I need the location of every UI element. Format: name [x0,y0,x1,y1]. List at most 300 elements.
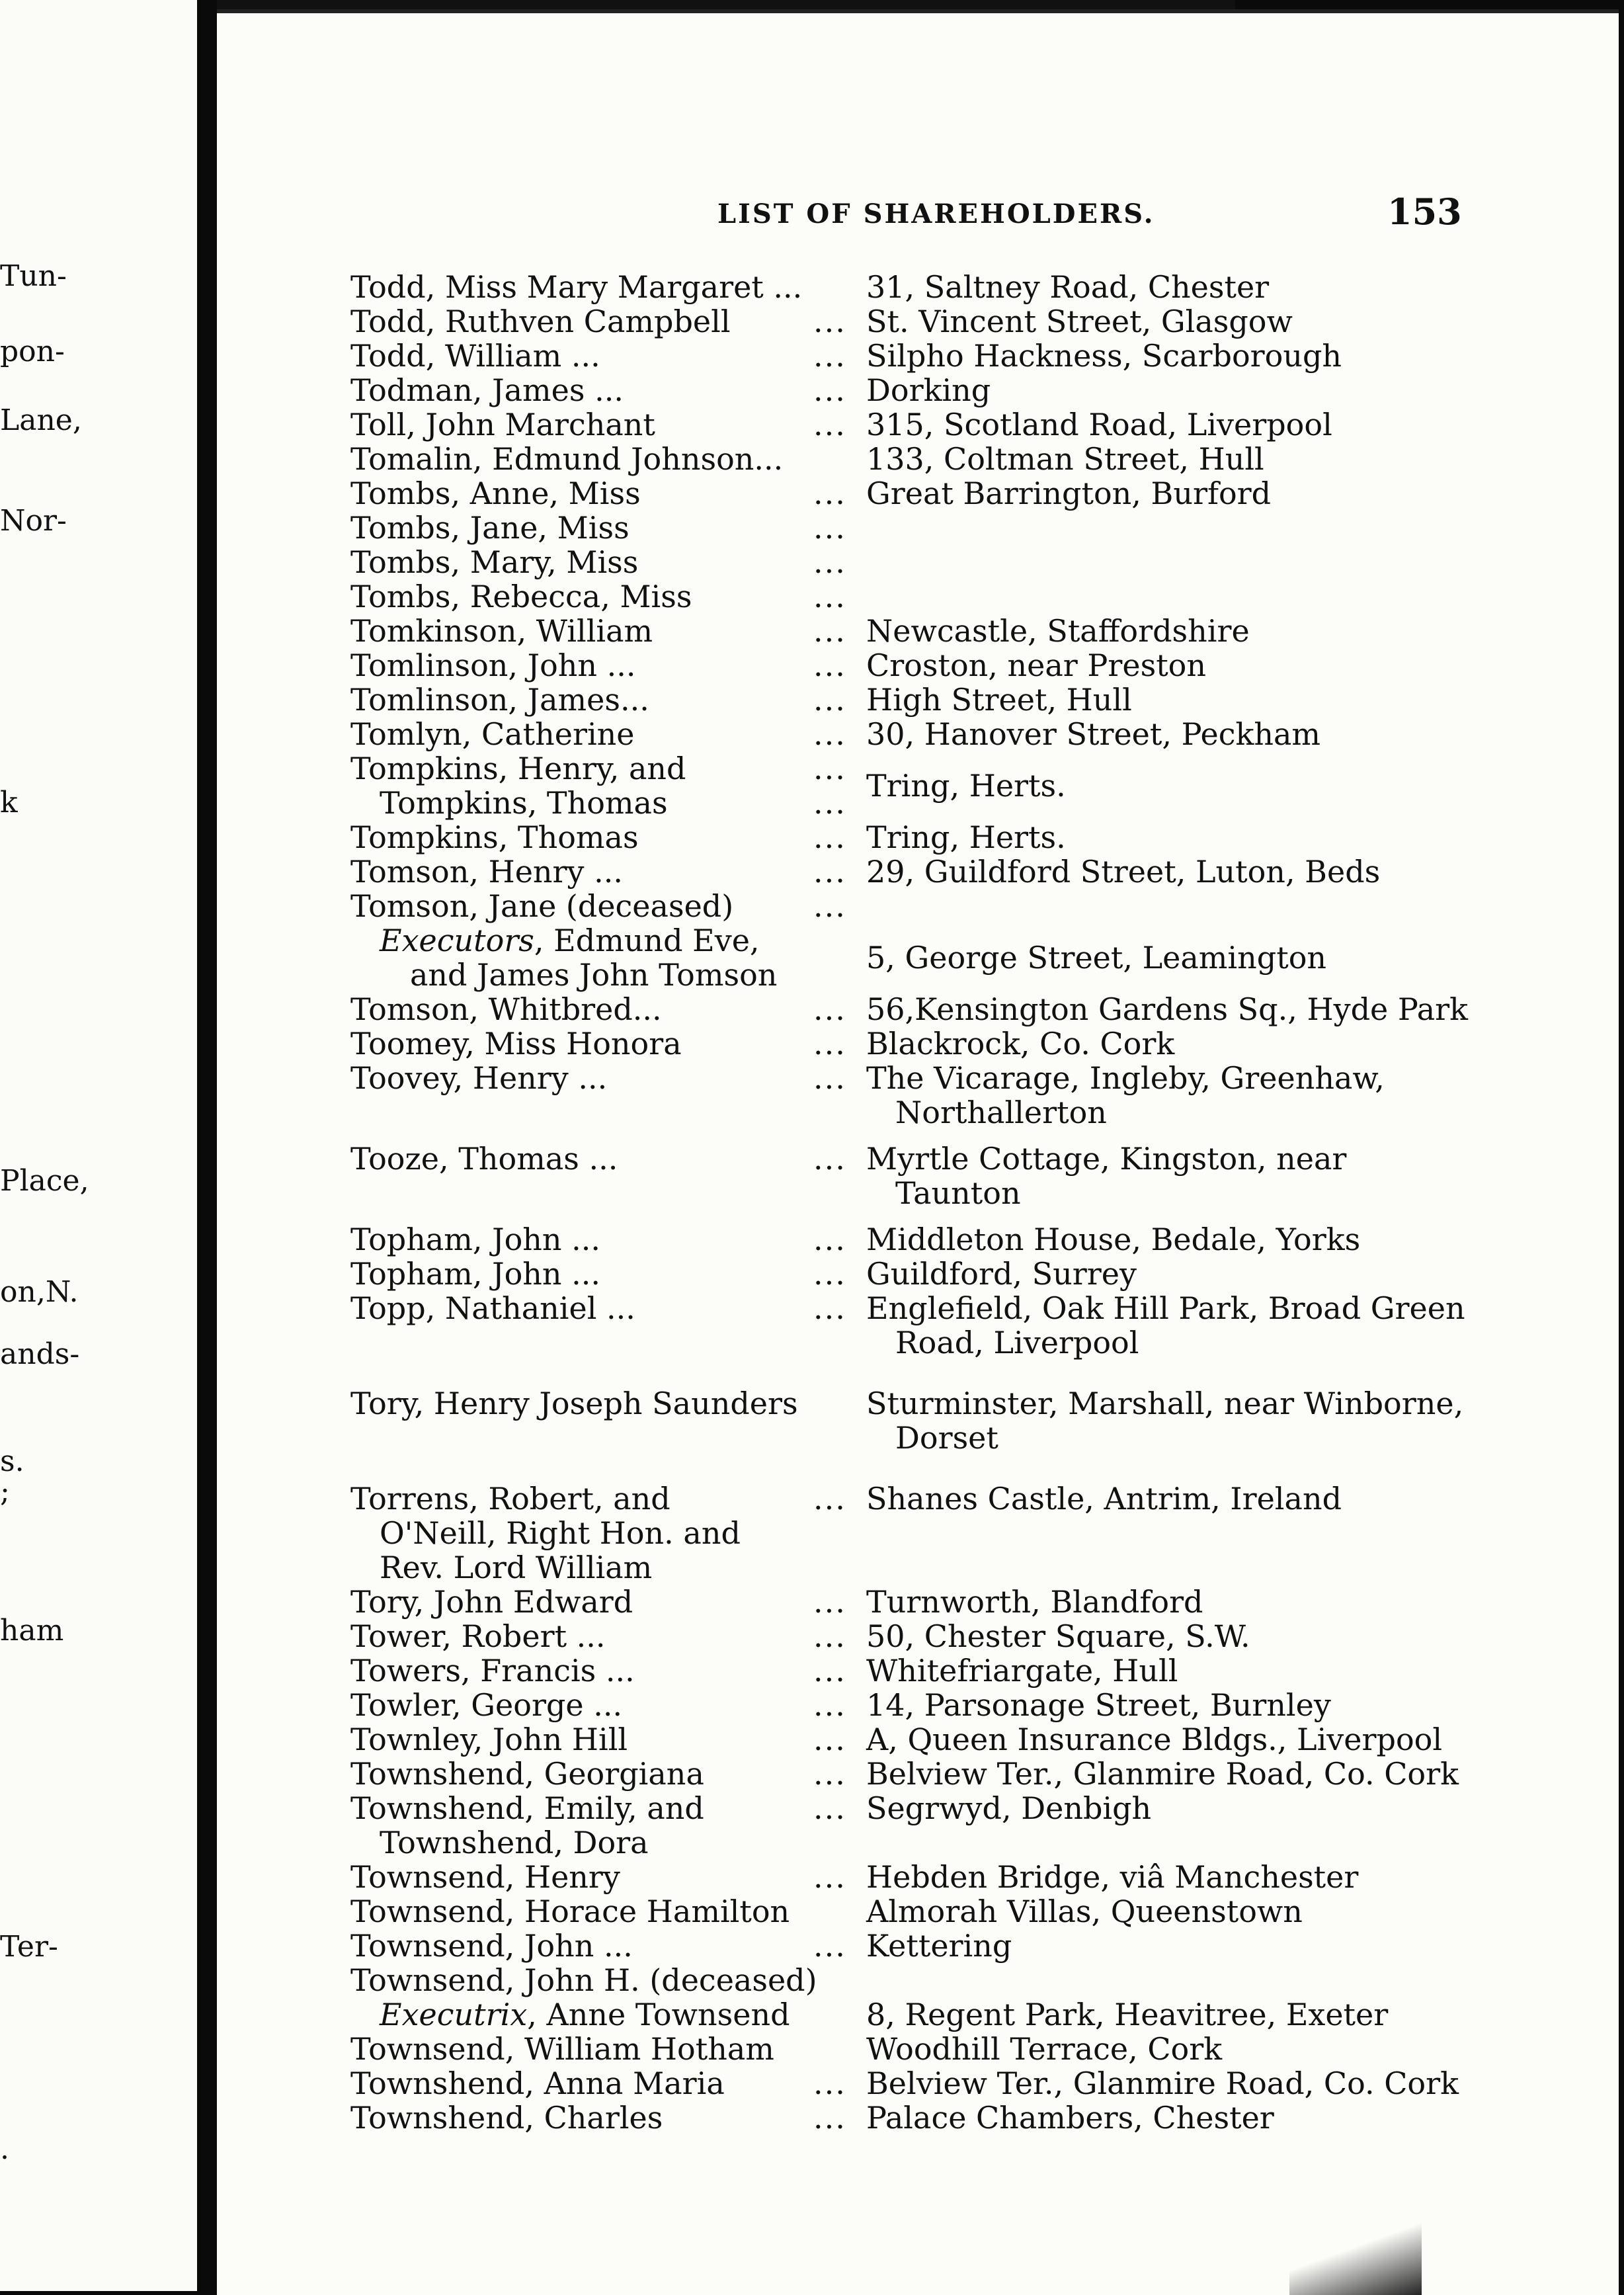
shareholder-address [866,1481,1514,1516]
shareholder-name [350,683,813,717]
shareholder-address [866,339,1514,373]
shareholder-name-line: Rev. Lord William [380,1550,653,1585]
left-page-fragment: Nor- [0,504,67,538]
list-item [350,545,1514,579]
shareholder-address-line: Segrwyd, Denbigh [866,1790,1152,1826]
leader-dots [813,648,866,683]
leader-dots [813,1061,866,1095]
leader-dots-line: ... [813,1928,846,1964]
shareholder-address-line: 50, Chester Square, S.W. [866,1618,1250,1654]
shareholder-address-line: A, Queen Insurance Bldgs., Liverpool [866,1722,1443,1757]
list-item [350,1061,1514,1130]
shareholder-address [866,1257,1514,1291]
shareholder-address-line: Shanes Castle, Antrim, Ireland [866,1481,1342,1517]
shareholder-address-line: Woodhill Terrace, Cork [866,2031,1223,2067]
shareholder-name [350,1257,813,1291]
shareholder-address-line: High Street, Hull [866,682,1132,718]
shareholder-name-line: Tombs, Jane, Miss [350,510,629,546]
leader-dots-line: ... [813,991,846,1027]
leader-dots [813,1222,866,1257]
shareholder-address [866,1688,1514,1722]
leader-dots [813,2101,866,2135]
shareholder-name-line: Towler, George ... [350,1687,623,1723]
list-item [350,1619,1514,1653]
left-page-fragment: k [0,786,18,819]
leader-dots-line: ... [813,785,846,821]
shareholder-name [350,1722,813,1757]
leader-dots [813,373,866,407]
list-item [350,407,1514,442]
shareholder-name [350,476,813,511]
shareholder-address [866,1386,1514,1455]
shareholder-address [866,1222,1514,1257]
leader-dots-line: ... [813,716,846,752]
shareholder-name [350,1962,817,1998]
shareholder-address-line: Kettering [866,1928,1012,1964]
leader-dots [813,2066,866,2101]
list-item [350,1929,1514,1963]
shareholder-name-line: Townshend, Dora [380,1825,649,1860]
shareholder-address-line: Blackrock, Co. Cork [866,1026,1175,1062]
shareholder-address [866,1061,1514,1130]
list-item [350,476,1514,511]
shareholder-name-line: Tomson, Henry ... [350,854,624,890]
list-item [350,1722,1514,1757]
shareholder-address [866,1291,1514,1360]
list-item [350,1386,1514,1455]
shareholder-address [866,1791,1514,1825]
shareholder-address [866,1142,1514,1210]
shareholder-name-line: Tower, Robert ... [350,1618,606,1654]
shareholder-name-line: Tooze, Thomas ... [350,1141,618,1177]
list-item [350,1291,1514,1360]
shareholder-name-line: Executrix, Anne Townsend [380,1997,790,2032]
shareholder-name [350,992,813,1026]
shareholder-name [350,1585,813,1619]
shareholder-name-line: Todd, Ruthven Campbell [350,304,731,339]
shareholder-address-line: 5, George Street, Leamington [866,940,1327,976]
leader-dots-line: ... [813,304,846,339]
shareholder-address [866,442,1514,476]
shareholder-name [350,1894,813,1929]
shareholder-address-line: Belview Ter., Glanmire Road, Co. Cork [866,1756,1459,1792]
shareholder-name [350,1142,813,1176]
left-page-fragment: . [0,2132,9,2166]
leader-dots-line: ... [813,613,846,649]
shareholder-address-line: Almorah Villas, Queenstown [866,1894,1303,1929]
shareholder-name [350,442,813,476]
shareholder-name [350,855,813,889]
leader-dots [813,545,866,579]
shareholder-name [350,2066,813,2101]
shareholder-address-line: 14, Parsonage Street, Burnley [866,1687,1331,1723]
list-item [350,1481,1514,1585]
leader-dots [813,579,866,614]
leader-dots [813,1757,866,1791]
shareholder-address [866,2101,1514,2135]
shareholder-name [350,304,813,339]
shareholder-name-line: Townshend, Anna Maria [350,2066,725,2101]
shareholder-name-line: Towers, Francis ... [350,1653,635,1689]
shareholder-name [350,614,813,648]
shareholder-address [866,1860,1514,1894]
list-item [350,2101,1514,2135]
shareholder-address [866,1653,1514,1688]
list-item [350,1688,1514,1722]
list-item [350,992,1514,1026]
list-item [350,270,1514,304]
shareholder-name-line: Tomson, Whitbred... [350,991,662,1027]
shareholder-address [866,1026,1514,1061]
shareholder-address-line: Dorking [866,372,991,408]
shareholder-name [350,270,813,304]
list-item [350,2032,1514,2066]
shareholder-name [350,339,813,373]
leader-dots-line: ... [813,1481,846,1517]
shareholder-name [350,1291,813,1325]
shareholder-address-line: 133, Coltman Street, Hull [866,441,1264,477]
shareholder-address-line: Great Barrington, Burford [866,476,1272,511]
list-item [350,683,1514,717]
shareholder-address-line: 8, Regent Park, Heavitree, Exeter [866,1997,1389,2032]
shareholder-name [350,1653,813,1688]
shareholder-address [866,1929,1514,1963]
left-page-fragment: Place, [0,1164,89,1198]
left-page-fragment: ham [0,1614,64,1648]
list-item [350,1026,1514,1061]
shareholder-name-line: Tomlinson, John ... [350,647,636,683]
shareholder-name-line: Tombs, Rebecca, Miss [350,579,692,614]
shareholder-name-line: Tory, John Edward [350,1584,633,1620]
leader-dots-line: ... [813,579,846,614]
shareholder-name-line: Townsend, Henry [350,1859,620,1895]
leader-dots [813,1257,866,1291]
list-item [350,1860,1514,1894]
shareholder-address-line: The Vicarage, Ingleby, Greenhaw, [866,1060,1385,1096]
shareholder-address-line: Middleton House, Bedale, Yorks [866,1222,1361,1257]
shareholder-name [350,1688,813,1722]
shareholder-name-line: O'Neill, Right Hon. and [380,1515,741,1551]
shareholder-name-line: Townshend, Emily, and [350,1790,704,1826]
list-item [350,1653,1514,1688]
shareholder-address-line: Turnworth, Blandford [866,1584,1203,1620]
shareholder-address-line: Tring, Herts. [866,819,1066,855]
leader-dots-line: ... [813,1060,846,1096]
leader-dots [813,1791,866,1825]
shareholder-name [350,1619,813,1653]
leader-dots-line: ... [813,407,846,442]
shareholder-address-line: Croston, near Preston [866,647,1206,683]
shareholder-address-line: Hebden Bridge, viâ Manchester [866,1859,1359,1895]
leader-dots [813,304,866,339]
shareholder-address-line: 56,Kensington Gardens Sq., Hyde Park [866,991,1469,1027]
leader-dots [813,1481,866,1516]
list-item [350,579,1514,614]
list-item [350,1757,1514,1791]
leader-dots-line: ... [813,1722,846,1757]
list-item [350,1257,1514,1291]
leader-dots-line: ... [813,2066,846,2101]
running-head: LIST OF SHAREHOLDERS. [717,198,1155,230]
shareholder-name-line: Townshend, Georgiana [350,1756,704,1792]
leader-dots [813,1722,866,1757]
shareholder-name-line: Toovey, Henry ... [350,1060,608,1096]
shareholder-name [350,407,813,442]
leader-dots-line: ... [813,1222,846,1257]
shareholder-name [350,579,813,614]
leader-dots-line: ... [813,1687,846,1723]
leader-dots [813,751,866,820]
shareholder-name-line: Tompkins, Henry, and [350,751,686,786]
shareholder-address-line: Road, Liverpool [895,1325,1139,1360]
shareholder-address [866,2032,1514,2066]
shareholder-address-line: Whitefriargate, Hull [866,1653,1178,1689]
shareholder-name [350,2101,813,2135]
leader-dots [813,820,866,855]
shareholder-address [866,373,1514,407]
list-item [350,2066,1514,2101]
shareholder-name-line: Tomson, Jane (deceased) [350,888,734,924]
leader-dots [813,1026,866,1061]
shareholder-address-line: 30, Hanover Street, Peckham [866,716,1321,752]
shareholder-address-line: 315, Scotland Road, Liverpool [866,407,1332,442]
left-page-fragment: Lane, [0,403,82,437]
list-item [350,1963,1514,1997]
leader-dots-line: ... [813,1859,846,1895]
shareholder-name [350,511,813,545]
leader-dots [813,1142,866,1176]
shareholder-address [866,304,1514,339]
shareholder-name [350,923,813,992]
list-item [350,751,1514,820]
shareholder-address-line: Belview Ter., Glanmire Road, Co. Cork [866,2066,1459,2101]
shareholder-name-line: Tomalin, Edmund Johnson... [350,441,784,477]
leader-dots [813,476,866,511]
leader-dots [813,1688,866,1722]
leader-dots-line: ... [813,819,846,855]
left-page-fragment: Tun- [0,259,67,293]
shareholder-address-line: Guildford, Surrey [866,1256,1137,1292]
shareholder-name-line: Torrens, Robert, and [350,1481,670,1517]
shareholder-address [866,648,1514,683]
shareholder-name [350,717,813,751]
leader-dots [813,1585,866,1619]
shareholder-name [350,889,813,923]
page-curl-shadow [1289,2222,1422,2295]
shareholder-name-line: Todd, Miss Mary Margaret ... [350,269,803,305]
leader-dots-line: ... [813,682,846,718]
leader-dots-line: ... [813,1618,846,1654]
list-item [350,373,1514,407]
shareholder-address [866,923,1514,975]
shareholder-name-line: Todd, William ... [350,338,600,374]
leader-dots-line: ... [813,1256,846,1292]
leader-dots-line: ... [813,1290,846,1326]
list-item [350,648,1514,683]
leader-dots-line: ... [813,1790,846,1826]
list-item [350,304,1514,339]
shareholder-name [350,1061,813,1095]
leader-dots [813,1860,866,1894]
shareholder-name-line: Todman, James ... [350,372,624,408]
shareholder-name [350,2032,813,2066]
leader-dots [813,1653,866,1688]
shareholder-name-line: Tombs, Mary, Miss [350,544,639,580]
leader-dots-line: ... [813,1141,846,1177]
leader-dots-line: ... [813,854,846,890]
shareholder-name-line: Townsend, John H. (deceased) [350,1962,817,1998]
leader-dots-line: ... [813,476,846,511]
shareholder-address [866,717,1514,751]
leader-dots-line: ... [813,1026,846,1062]
leader-dots [813,1619,866,1653]
shareholder-name-line: Executors, Edmund Eve, [380,923,760,958]
shareholder-address [866,1894,1514,1929]
list-item [350,1585,1514,1619]
shareholder-name [350,1222,813,1257]
leader-dots-line: ... [813,647,846,683]
shareholder-address-line: 31, Saltney Road, Chester [866,269,1270,305]
leader-dots-line: ... [813,372,846,408]
shareholder-name-line: Tory, Henry Joseph Saunders [350,1386,798,1421]
list-item [350,889,1514,923]
list-item [350,511,1514,545]
shareholder-address-line: Silpho Hackness, Scarborough [866,338,1342,374]
shareholder-name [350,648,813,683]
leader-dots-line: ... [813,544,846,580]
list-item [350,1142,1514,1210]
leader-dots-line: ... [813,1756,846,1792]
shareholder-name-line: Tomlinson, James... [350,682,649,718]
shareholder-name-line: Tomkinson, William [350,613,653,649]
shareholder-name [350,1997,813,2032]
shareholder-name [350,545,813,579]
shareholder-name-line: Townsend, John ... [350,1928,633,1964]
shareholder-address-line: Northallerton [895,1095,1107,1130]
left-page-fragment: Ter- [0,1930,58,1964]
shareholder-name-line: and James John Tomson [410,957,778,993]
leader-dots-line: ... [813,338,846,374]
shareholder-address-line: St. Vincent Street, Glasgow [866,304,1293,339]
shareholder-address-line: Tring, Herts. [866,768,1066,804]
shareholder-address-line: Palace Chambers, Chester [866,2100,1274,2136]
shareholder-address [866,751,1514,803]
shareholder-name [350,1860,813,1894]
left-page-fragment: s. [0,1444,24,1478]
shareholder-address-line: Myrtle Cottage, Kingston, near [866,1141,1347,1177]
page-number: 153 [1387,190,1462,233]
shareholder-name-line: Topham, John ... [350,1222,601,1257]
list-item [350,1791,1514,1860]
shareholder-address [866,407,1514,442]
list-item [350,1894,1514,1929]
leader-dots [813,339,866,373]
shareholder-name-line: Toomey, Miss Honora [350,1026,682,1062]
leader-dots [813,407,866,442]
shareholder-address [866,820,1514,855]
shareholder-address-line: Newcastle, Staffordshire [866,613,1250,649]
list-item [350,717,1514,751]
shareholder-address [866,1722,1514,1757]
shareholder-address [866,683,1514,717]
shareholder-address [866,1997,1514,2032]
shareholder-address-line: Sturminster, Marshall, near Winborne, [866,1386,1464,1421]
left-page-fragment: pon- [0,335,65,368]
shareholder-name [350,820,813,855]
shareholder-name [350,1481,813,1585]
leader-dots [813,1929,866,1963]
shareholder-name [350,1791,813,1860]
left-facing-page [0,0,197,2291]
shareholder-name [350,1757,813,1791]
shareholder-name-line: Tompkins, Thomas [350,819,639,855]
shareholder-name-line: Townsend, Horace Hamilton [350,1894,790,1929]
shareholder-name-line: Tompkins, Thomas [380,785,668,821]
leader-dots [813,511,866,545]
list-item [350,820,1514,855]
shareholder-address-line: Dorset [895,1420,998,1456]
shareholder-name [350,373,813,407]
shareholder-name [350,1929,813,1963]
leader-dots [813,614,866,648]
shareholder-address [866,614,1514,648]
shareholder-address [866,855,1514,889]
list-item [350,1997,1514,2032]
leader-dots [813,889,866,923]
shareholder-address [866,992,1514,1026]
shareholder-address [866,270,1514,304]
shareholder-address [866,1585,1514,1619]
leader-dots-line: ... [813,510,846,546]
shareholder-address [866,476,1514,511]
list-item [350,855,1514,889]
shareholder-name-line: Townsend, William Hotham [350,2031,774,2067]
shareholder-name-line: Townley, John Hill [350,1722,628,1757]
leader-dots-line: ... [813,2100,846,2136]
leader-dots [813,992,866,1026]
list-item [350,923,1514,992]
leader-dots [813,717,866,751]
shareholder-address-line: 29, Guildford Street, Luton, Beds [866,854,1381,890]
shareholder-name-line: Townshend, Charles [350,2100,663,2136]
leader-dots-line: ... [813,751,846,786]
shareholder-name-line: Tombs, Anne, Miss [350,476,641,511]
list-item [350,442,1514,476]
shareholder-name-line: Tomlyn, Catherine [350,716,635,752]
left-page-fragment: ; [0,1475,10,1509]
shareholder-address [866,1757,1514,1791]
list-item [350,614,1514,648]
shareholder-name-line: Topham, John ... [350,1256,601,1292]
left-page-fragment: on,N. [0,1275,79,1309]
leader-dots-line: ... [813,1653,846,1689]
shareholder-address [866,1619,1514,1653]
shareholder-address [866,2066,1514,2101]
shareholder-address-line: Taunton [895,1175,1021,1211]
leader-dots-line: ... [813,1584,846,1620]
shareholder-name-line: Topp, Nathaniel ... [350,1290,635,1326]
leader-dots-line: ... [813,888,846,924]
shareholder-name [350,751,813,820]
list-item [350,339,1514,373]
leader-dots [813,1291,866,1325]
shareholder-name [350,1386,813,1421]
shareholder-address-line: Englefield, Oak Hill Park, Broad Green [866,1290,1465,1326]
left-page-fragment: ands- [0,1337,80,1371]
list-item [350,1222,1514,1257]
shareholder-name-line: Toll, John Marchant [350,407,655,442]
shareholder-name [350,1026,813,1061]
